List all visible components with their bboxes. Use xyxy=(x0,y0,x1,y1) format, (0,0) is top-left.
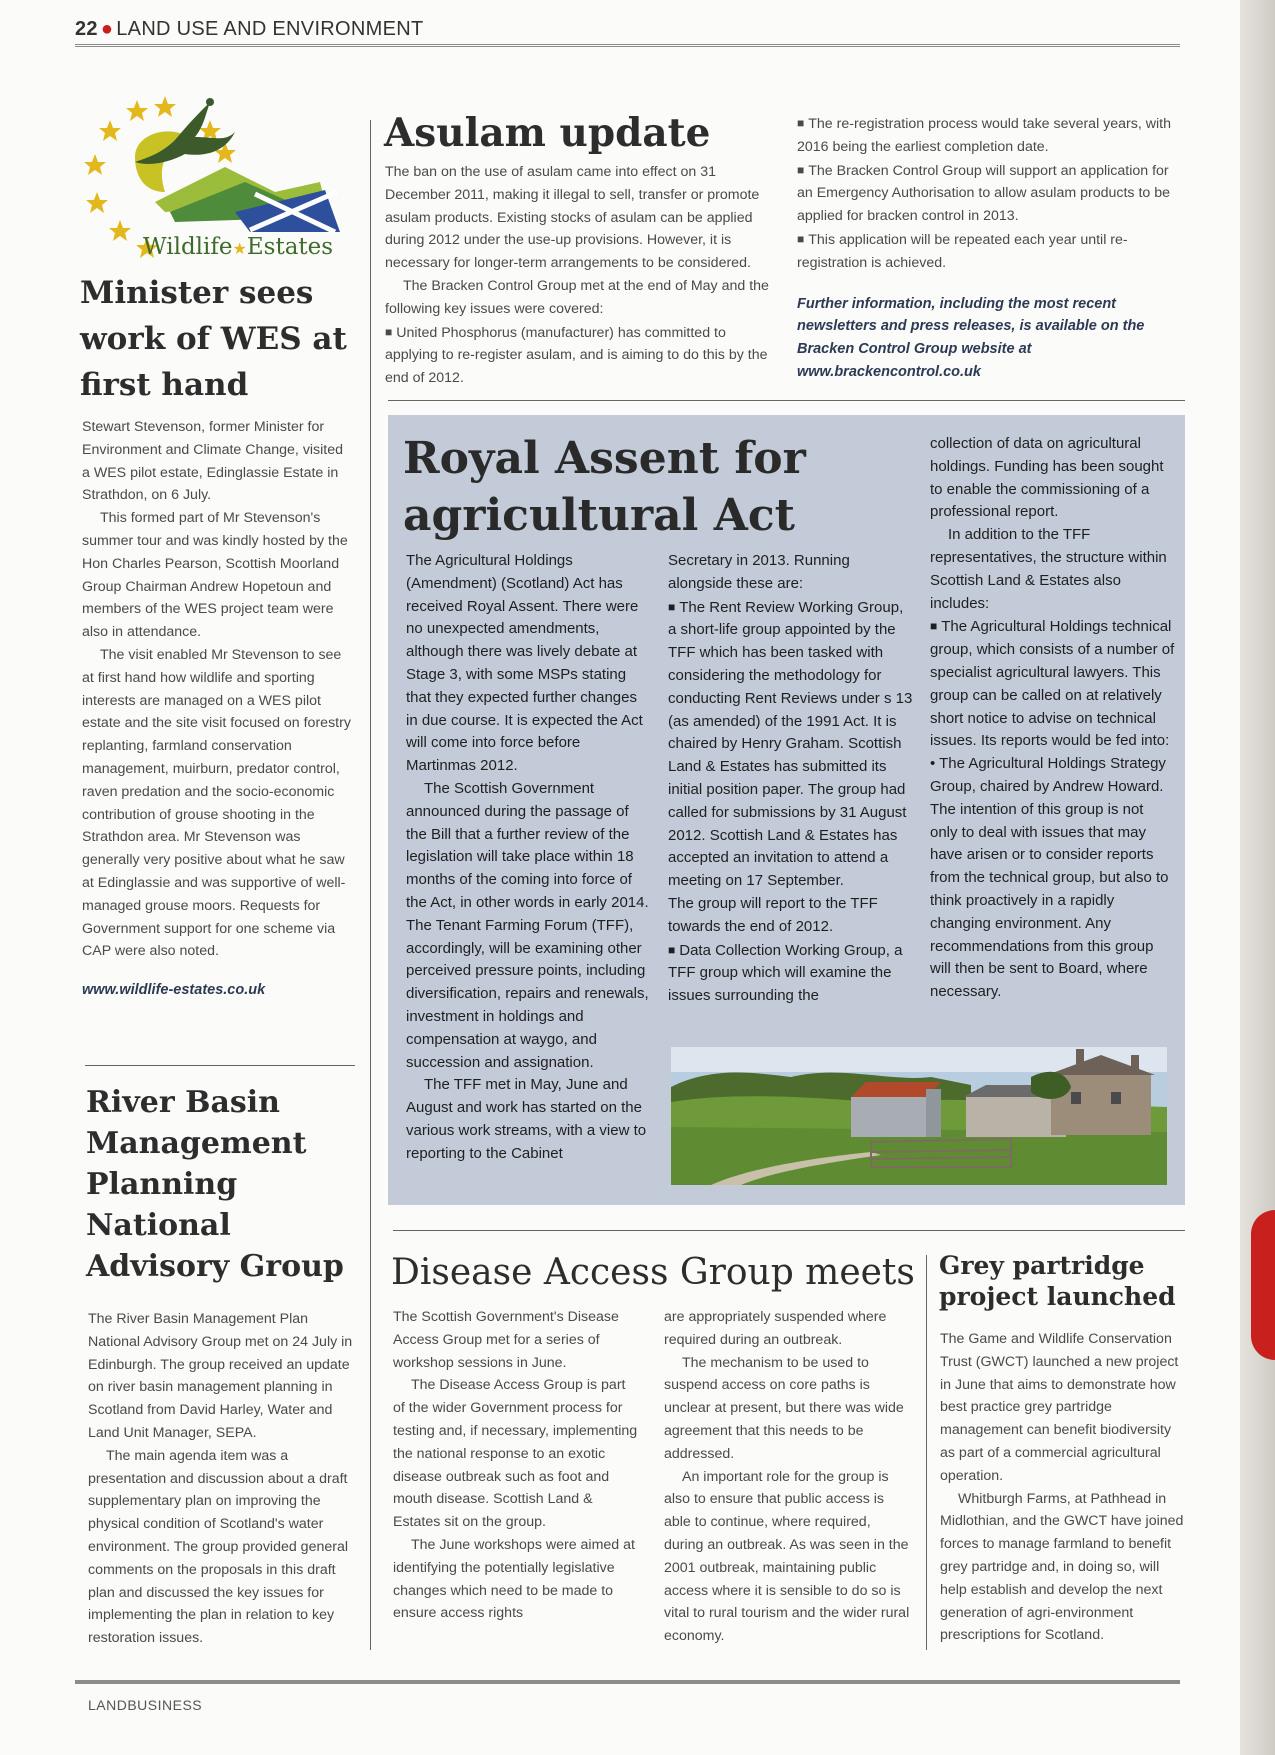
footer-label: LANDBUSINESS xyxy=(88,1697,203,1713)
section-divider xyxy=(388,400,1185,401)
adjacent-page-edge xyxy=(1240,0,1275,1755)
bullet-dot-icon: ● xyxy=(100,18,114,40)
adjacent-page-graphic xyxy=(1251,1210,1275,1360)
section-title: LAND USE AND ENVIRONMENT xyxy=(116,18,424,40)
asulam-col1 xyxy=(385,161,770,390)
river-body xyxy=(88,1308,358,1650)
paragraph: The Disease Access Group is part of the wider Government process for testing and, if necessary, implementing the national response to an exotic disease outbreak such as foot and mouth disease. Scottish Land & Estates sit on the group. xyxy=(393,1377,638,1531)
bullet-item: ■ The Agricultural Holdings technical group, which consists of a number of specialist agricultural lawyers. This group can be called on at relatively short notice to advise on technical issues. Its reports would be fed into: xyxy=(930,615,1175,753)
partridge-body xyxy=(940,1328,1185,1647)
royal-col1 xyxy=(406,550,651,1166)
column-divider xyxy=(370,120,371,1650)
paragraph: The mechanism to be used to suspend access on core paths is unclear at present, but there was wide agreement that this needs to be addressed. xyxy=(664,1354,904,1462)
wes-body xyxy=(82,416,352,1002)
river-headline: River Basin Management Planning National Advisory Group xyxy=(86,1085,344,1284)
logo-text-wildlife: Wildlife xyxy=(143,234,233,260)
star-icon: ★ xyxy=(232,239,247,258)
disease-headline: Disease Access Group meets xyxy=(391,1252,915,1293)
wildlife-estates-logo xyxy=(75,82,355,267)
asulam-col2 xyxy=(797,112,1182,384)
paragraph: collection of data on agricultural holdings. Funding has been sought to enable the commissioning of a professional report. xyxy=(930,435,1164,521)
bullet-item: ■ The re-registration process would take several years, with 2016 being the earliest completion date. xyxy=(797,112,1182,159)
section-divider xyxy=(393,1230,1185,1231)
paragraph: • The Agricultural Holdings Strategy Group, chaired by Andrew Howard. The intention of this group is not only to deal with issues that may have arisen or to consider reports from the technical group, but also to think proactively in a rapidly changing environment. Any recommendations from this group will then be sent to Board, where necessary. xyxy=(930,755,1169,1001)
column-divider xyxy=(926,1255,927,1650)
page-header xyxy=(75,18,1180,47)
paragraph: The TFF met in May, June and August and work has started on the various work streams, with a view to reporting to the Cabinet xyxy=(406,1076,647,1162)
paragraph: The ban on the use of asulam came into effect on 31 December 2011, making it illegal to sell, transfer or promote asulam products. Existing stocks of asulam can be applied during 2012 under the use-up provisions. However, it is necessary for longer-term arrangements to be considered. xyxy=(385,164,760,272)
paragraph: The Scottish Government announced during the passage of the Bill that a further review of the legislation will take place within 18 months of the coming into force of the Act, in other words in early 2014. The Tenant Farming Forum (TFF), accordingly, will be examining other perceived pressure points, including diversification, repairs and renewals, investment in holdings and compensation at waygo, and succession and assignation. xyxy=(406,779,649,1071)
royal-col3 xyxy=(930,433,1175,1004)
bullet-item: ■ The Rent Review Working Group, a short-life group appointed by the TFF which has been tasked with considering the methodology for conducting Rent Reviews under s 13 (as amended) of the 1991 Act. It is chaired by Henry Graham. Scottish Land & Estates has submitted its initial position paper. The group had called for submissions by 31 August 2012. Scottish Land & Estates has accepted an invitation to attend a meeting on 17 September. xyxy=(668,596,913,893)
bullet-item: ■ United Phosphorus (manufacturer) has committed to applying to re-register asulam, and is aiming to do this by the end of 2012. xyxy=(385,321,770,390)
bullet-item: ■ The Bracken Control Group will support an application for an Emergency Authorisation to allow asulam products to be applied for bracken control in 2013. xyxy=(797,159,1182,228)
logo-text-estates: Estates xyxy=(246,234,334,260)
paragraph: The Game and Wildlife Conservation Trust (GWCT) launched a new project in June that aims to demonstrate how best practice grey partridge management can benefit biodiversity as part of a commercial agricultural operation. xyxy=(940,1331,1179,1484)
paragraph: The June workshops were aimed at identifying the potentially legislative changes which need to be made to ensure access rights xyxy=(393,1536,635,1622)
paragraph: The group will report to the TFF towards the end of 2012. xyxy=(668,894,878,935)
section-divider xyxy=(85,1065,355,1066)
paragraph: The main agenda item was a presentation and discussion about a draft supplementary plan on improving the physical condition of Scotland's water environment. The group provided general comments on the proposals in this draft plan and discussed the key issues for implementing the plan in relation to key restoration issues. xyxy=(88,1447,349,1647)
disease-col2 xyxy=(664,1306,914,1648)
farm-photo xyxy=(671,1047,1167,1185)
wes-website-link[interactable]: www.wildlife-estates.co.uk xyxy=(82,982,266,999)
paragraph: An important role for the group is also to ensure that public access is able to continue, where required, during an outbreak. As was seen in the 2001 outbreak, maintaining public access where it is sensible to do so is vital to rural tourism and the wider rural economy. xyxy=(664,1468,910,1645)
partridge-headline: Grey partridge project launched xyxy=(939,1251,1176,1311)
paragraph: In addition to the TFF representatives, the structure within Scottish Land & Estates also includes: xyxy=(930,526,1167,612)
paragraph: The Scottish Government's Disease Access Group met for a series of workshop sessions in June. xyxy=(393,1309,619,1371)
paragraph: Whitburgh Farms, at Pathhead in Midlothian, and the GWCT have joined forces to manage farmland to benefit grey partridge and, in doing so, will help establish and develop the next generation of agri-environment prescriptions for Scotland. xyxy=(940,1490,1184,1644)
paragraph: The Agricultural Holdings (Amendment) (Scotland) Act has received Royal Assent. There were no unexpected amendments, although there was lively debate at Stage 3, with some MSPs stating that they expected further changes in due course. It is expected the Act will come into force before Martinmas 2012. xyxy=(406,552,643,775)
farm-buildings-image xyxy=(671,1047,1167,1185)
bullet-item: ■ This application will be repeated each year until re-registration is achieved. xyxy=(797,228,1182,275)
paragraph: The visit enabled Mr Stevenson to see at first hand how wildlife and sporting interests are managed on a WES pilot estate and the site visit focused on forestry replanting, farmland conservation management, muirburn, predator control, raven predation and the socio-economic contribution of grouse shooting in the Strathdon area. Mr Stevenson was generally very positive about what he saw at Edinglassie and was supportive of well-managed grouse moors. Requests for Government support for one scheme via CAP were also noted. xyxy=(82,646,351,960)
wes-headline: Minister sees work of WES at first hand xyxy=(80,275,347,403)
paragraph: This formed part of Mr Stevenson's summer tour and was kindly hosted by the Hon Charles Pearson, Scottish Moorland Group Chairman Andrew Hopetoun and members of the WES project team were also in attendance. xyxy=(82,510,348,641)
bullet-item: ■ Data Collection Working Group, a TFF group which will examine the issues surrounding the xyxy=(668,939,913,1008)
footer-rule xyxy=(75,1680,1180,1684)
paragraph: are appropriately suspended where required during an outbreak. xyxy=(664,1309,887,1348)
paragraph: Stewart Stevenson, former Minister for Environment and Climate Change, visited a WES pilot estate, Edinglassie Estate in Strathdon, on 6 July. xyxy=(82,419,344,504)
logo-wordmark xyxy=(143,234,333,260)
asulam-further-info: Further information, including the most recent newsletters and press releases, is available on the Bracken Control Group website at www.brackencontrol.co.uk xyxy=(797,295,1145,380)
royal-headline: Royal Assent for agricultural Act xyxy=(403,433,806,541)
disease-col1 xyxy=(393,1306,638,1625)
paragraph: The Bracken Control Group met at the end of May and the following key issues were covered: xyxy=(385,277,769,317)
paragraph: Secretary in 2013. Running alongside these are: xyxy=(668,552,850,592)
page-number: 22 xyxy=(75,18,98,40)
paragraph: The River Basin Management Plan National Advisory Group met on 24 July in Edinburgh. The group received an update on river basin management planning in Scotland from David Harley, Water and Land Unit Manager, SEPA. xyxy=(88,1311,353,1441)
royal-col2 xyxy=(668,550,913,1008)
asulam-headline: Asulam update xyxy=(384,110,711,156)
